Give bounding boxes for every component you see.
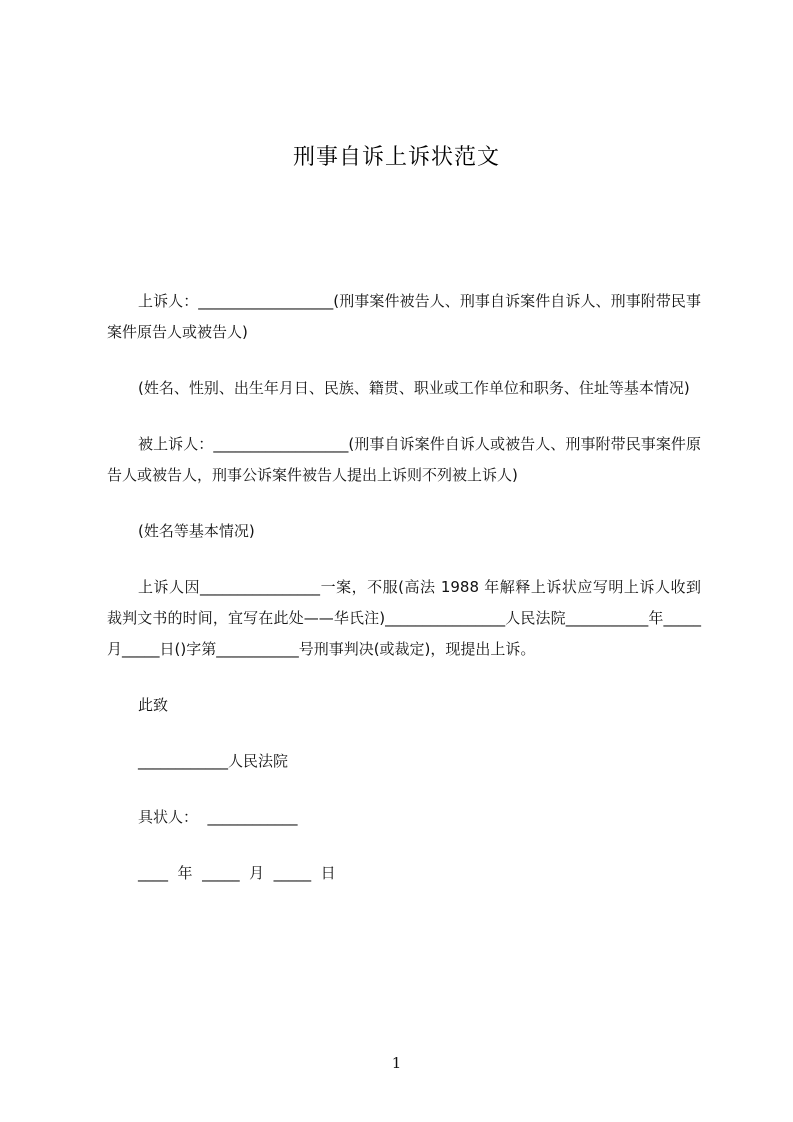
date-line: ____ 年 _____ 月 _____ 日	[138, 864, 336, 882]
salutation-line: 此致	[138, 696, 169, 714]
appellant-info-paragraph: (姓名、性别、出生年月日、民族、籍贯、职业或工作单位和职务、住址等基本情况)	[138, 379, 690, 397]
document-title: 刑事自诉上诉状范文	[292, 145, 500, 170]
appellee-paragraph: 被上诉人：__________________(刑事自诉案件自诉人或被告人、刑事附带民事案件原告人或被告人，刑事公诉案件被告人提出上诉则不列被上诉人)	[107, 435, 701, 484]
appeal-body-paragraph: 上诉人因________________一案，不服(高法 1988 年解释上诉状应写明上诉人收到裁判文书的时间，宜写在此处——华氏注)________________人民法院___________年_____月_____日()字第___________号刑事判决(或裁定)，现提出上诉。	[107, 578, 701, 658]
document-body	[107, 286, 701, 889]
appellee-info-paragraph: (姓名等基本情况)	[138, 522, 255, 540]
appellant-paragraph: 上诉人：__________________(刑事案件被告人、刑事自诉案件自诉人、刑事附带民事案件原告人或被告人)	[107, 292, 701, 341]
signer-line: 具状人： ____________	[138, 808, 298, 826]
page-number: 1	[391, 1054, 402, 1072]
court-line: ____________人民法院	[138, 752, 289, 770]
